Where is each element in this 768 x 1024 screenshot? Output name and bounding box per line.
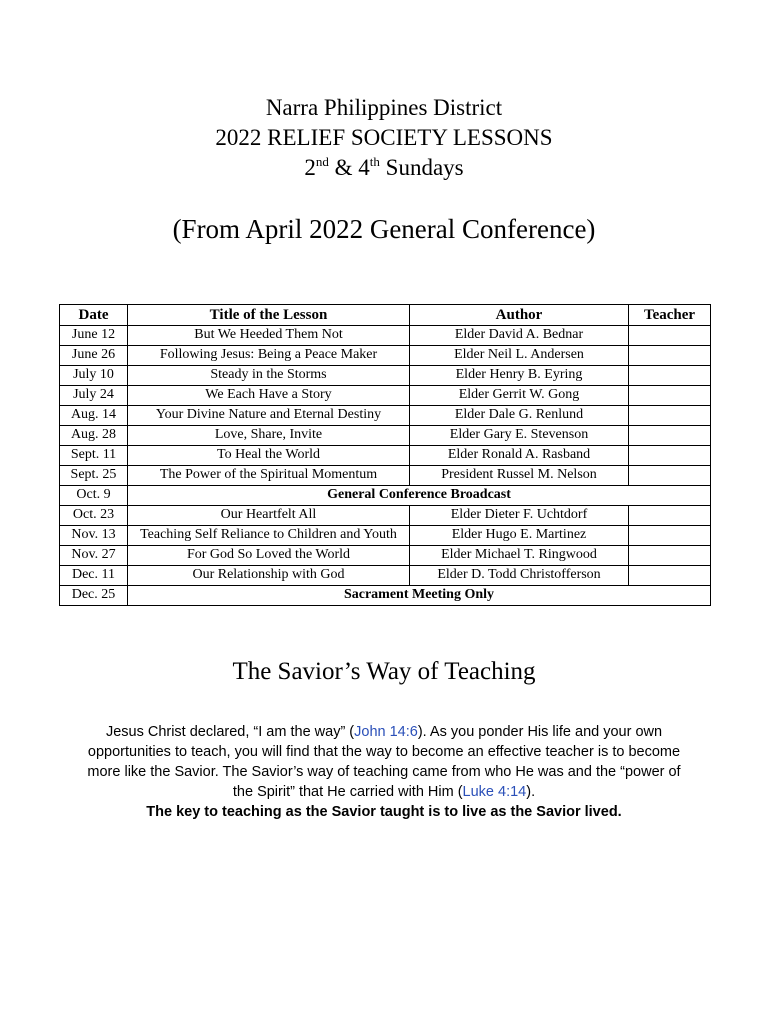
teaching-section-title: The Savior’s Way of Teaching — [232, 658, 536, 685]
event-cell: Sacrament Meeting Only — [128, 586, 711, 606]
lesson-title-cell: For God So Loved the World — [128, 546, 410, 566]
lesson-title-cell: To Heal the World — [128, 446, 410, 466]
author-cell: Elder Gary E. Stevenson — [410, 426, 629, 446]
paragraph-text-2: ). As you ponder His life and your own opportunities to teach, you will find that the way to become an effective teacher is to become more like the Savior. The Savior’s way of teaching came from who He was and the “power of the Spirit” that He carried with Him ( — [87, 724, 681, 800]
author-cell: Elder Gerrit W. Gong — [410, 386, 629, 406]
author-cell: Elder Ronald A. Rasband — [410, 446, 629, 466]
author-cell: Elder Neil L. Andersen — [410, 346, 629, 366]
lesson-title-cell: Teaching Self Reliance to Children and Youth — [128, 526, 410, 546]
teacher-cell[interactable] — [629, 466, 711, 486]
scripture-link-john[interactable]: John 14:6 — [354, 724, 418, 740]
teacher-cell[interactable] — [629, 446, 711, 466]
date-cell: Sept. 25 — [60, 466, 128, 486]
lessons-table-body — [60, 326, 711, 606]
teacher-cell[interactable] — [629, 566, 711, 586]
date-cell: Dec. 11 — [60, 566, 128, 586]
author-cell: President Russel M. Nelson — [410, 466, 629, 486]
lesson-title-cell: Our Relationship with God — [128, 566, 410, 586]
table-row — [60, 366, 711, 386]
lessons-table — [59, 304, 711, 606]
teacher-cell[interactable] — [629, 406, 711, 426]
scripture-link-luke[interactable]: Luke 4:14 — [462, 784, 527, 800]
table-row — [60, 546, 711, 566]
event-cell: General Conference Broadcast — [128, 486, 711, 506]
date-cell: Sept. 11 — [60, 446, 128, 466]
lesson-title-cell: But We Heeded Them Not — [128, 326, 410, 346]
author-cell: Elder Michael T. Ringwood — [410, 546, 629, 566]
sundays-num-2: 2 — [304, 155, 316, 180]
table-header-row — [60, 305, 711, 326]
sundays-line — [0, 153, 768, 186]
column-header-date: Date — [60, 305, 128, 326]
district-title: Narra Philippines District — [265, 95, 503, 120]
teaching-paragraph — [80, 722, 688, 822]
date-cell: Dec. 25 — [60, 586, 128, 606]
paragraph-text-3: ). — [526, 784, 536, 800]
lesson-title-cell: Following Jesus: Being a Peace Maker — [128, 346, 410, 366]
date-cell: Aug. 14 — [60, 406, 128, 426]
date-cell: Oct. 23 — [60, 506, 128, 526]
teacher-cell[interactable] — [629, 526, 711, 546]
lesson-title-cell: We Each Have a Story — [128, 386, 410, 406]
date-cell: Nov. 13 — [60, 526, 128, 546]
lesson-title-cell: The Power of the Spiritual Momentum — [128, 466, 410, 486]
teacher-cell[interactable] — [629, 346, 711, 366]
lesson-title-cell: Steady in the Storms — [128, 366, 410, 386]
table-row — [60, 326, 711, 346]
column-header-teacher: Teacher — [629, 305, 711, 326]
date-cell: Oct. 9 — [60, 486, 128, 506]
table-row — [60, 486, 711, 506]
table-row — [60, 526, 711, 546]
table-row — [60, 386, 711, 406]
sundays-sup-th: th — [369, 154, 380, 169]
teacher-cell[interactable] — [629, 386, 711, 406]
date-cell: July 10 — [60, 366, 128, 386]
conference-subtitle: (From April 2022 General Conference) — [172, 214, 596, 244]
lesson-title-cell: Your Divine Nature and Eternal Destiny — [128, 406, 410, 426]
sundays-mid: & 4 — [328, 155, 370, 180]
author-cell: Elder Dieter F. Uchtdorf — [410, 506, 629, 526]
date-cell: Nov. 27 — [60, 546, 128, 566]
lesson-title-cell: Love, Share, Invite — [128, 426, 410, 446]
table-row — [60, 446, 711, 466]
author-cell: Elder David A. Bednar — [410, 326, 629, 346]
table-row — [60, 586, 711, 606]
column-header-author: Author — [410, 305, 629, 326]
author-cell: Elder D. Todd Christofferson — [410, 566, 629, 586]
date-cell: June 26 — [60, 346, 128, 366]
paragraph-text-1: Jesus Christ declared, “I am the way” ( — [105, 724, 355, 740]
key-teaching-statement: The key to teaching as the Savior taught is to live as the Savior lived. — [146, 804, 622, 820]
date-cell: July 24 — [60, 386, 128, 406]
teacher-cell[interactable] — [629, 426, 711, 446]
sundays-post: Sundays — [379, 155, 464, 180]
author-cell: Elder Dale G. Renlund — [410, 406, 629, 426]
teacher-cell[interactable] — [629, 326, 711, 346]
sundays-sup-nd: nd — [315, 154, 329, 169]
author-cell: Elder Henry B. Eyring — [410, 366, 629, 386]
table-row — [60, 506, 711, 526]
table-row — [60, 426, 711, 446]
table-row — [60, 406, 711, 426]
teacher-cell[interactable] — [629, 546, 711, 566]
author-cell: Elder Hugo E. Martinez — [410, 526, 629, 546]
teacher-cell[interactable] — [629, 366, 711, 386]
date-cell: Aug. 28 — [60, 426, 128, 446]
lesson-title-cell: Our Heartfelt All — [128, 506, 410, 526]
table-row — [60, 466, 711, 486]
table-row — [60, 346, 711, 366]
teacher-cell[interactable] — [629, 506, 711, 526]
date-cell: June 12 — [60, 326, 128, 346]
lessons-title: 2022 RELIEF SOCIETY LESSONS — [215, 125, 553, 150]
column-header-title: Title of the Lesson — [128, 305, 410, 326]
table-row — [60, 566, 711, 586]
